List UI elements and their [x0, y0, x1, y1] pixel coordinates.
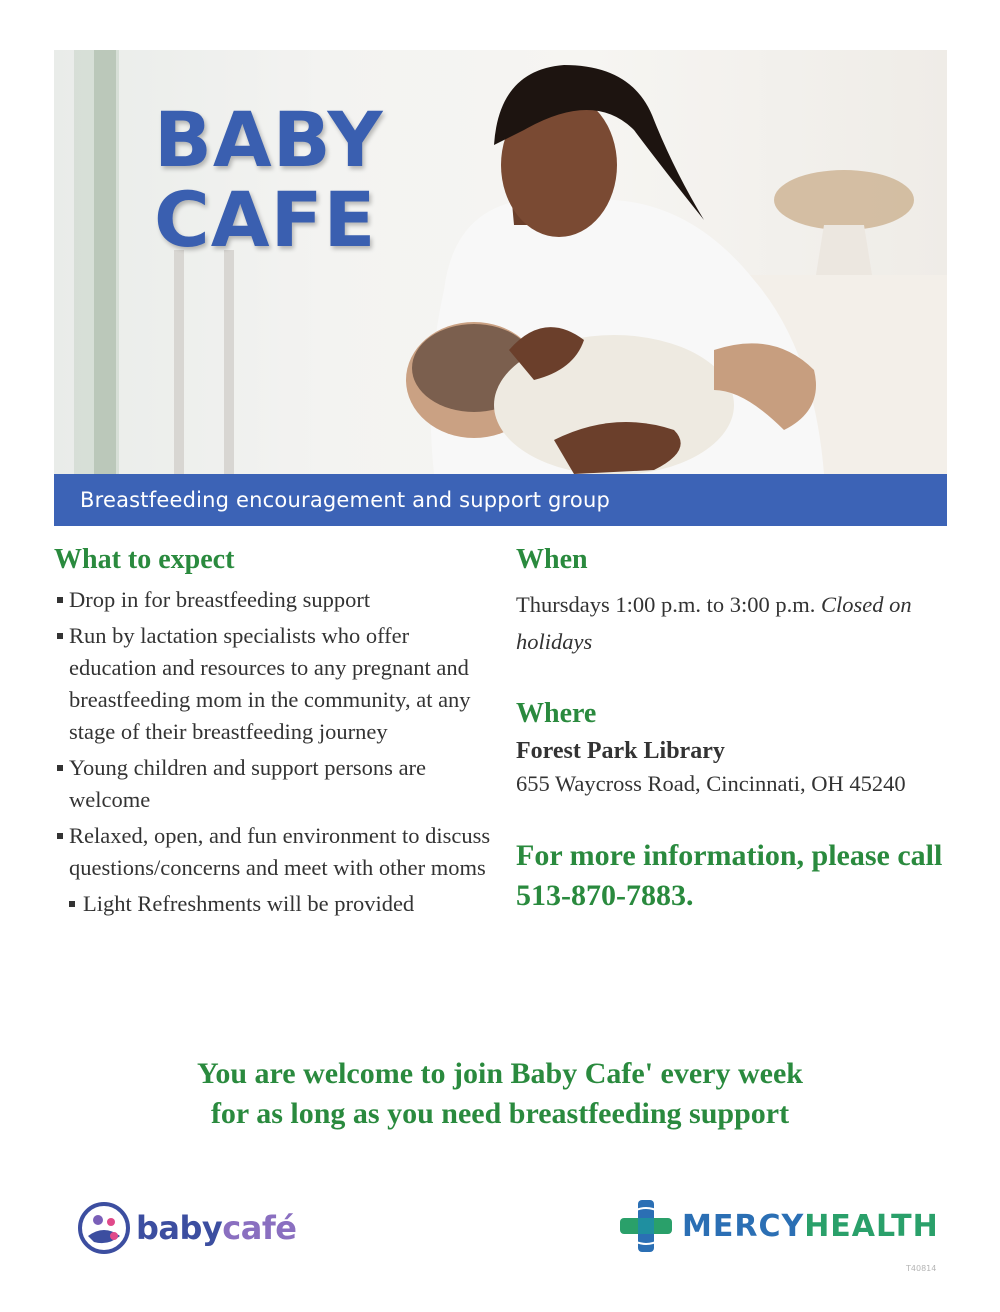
babycafe-logo-text-part1: baby [136, 1209, 223, 1247]
list-item: Young children and support persons are welcome [54, 752, 494, 816]
what-to-expect-section [54, 540, 494, 924]
list-item: Light Refreshments will be provided [54, 888, 494, 920]
when-text [516, 586, 986, 660]
mercyhealth-cross-icon [618, 1198, 674, 1254]
what-to-expect-heading: What to expect [54, 544, 235, 575]
mercyhealth-logo [618, 1198, 939, 1254]
babycafe-logo-icon [78, 1202, 130, 1254]
hero-title-line1: BABY [154, 95, 384, 184]
hero-title-line2: CAFE [154, 175, 377, 264]
babycafe-logo [78, 1200, 296, 1256]
when-heading: When [516, 544, 588, 575]
list-item: Relaxed, open, and fun environment to discuss questions/concerns and meet with other moms [54, 820, 494, 884]
babycafe-logo-text [136, 1209, 296, 1247]
when-schedule: Thursdays 1:00 p.m. to 3:00 p.m. [516, 592, 816, 617]
list-item: Run by lactation specialists who offer education and resources to any pregnant and breastfeeding mom in the community, at any stage of their breastfeeding journey [54, 620, 494, 748]
where-address: 655 Waycross Road, Cincinnati, OH 45240 [516, 771, 906, 796]
where-heading: Where [516, 698, 597, 729]
info-block [516, 836, 986, 916]
welcome-line1: You are welcome to join Baby Cafe' every week [197, 1057, 803, 1090]
mercyhealth-logo-text-part2: HEALTH [804, 1208, 939, 1244]
where-place: Forest Park Library [516, 738, 725, 764]
hero-title [154, 95, 384, 264]
expect-list [54, 584, 494, 920]
banner-text: Breastfeeding encouragement and support group [80, 488, 611, 512]
welcome-message [0, 1054, 1000, 1134]
welcome-line2: for as long as you need breastfeeding support [210, 1097, 790, 1130]
mercyhealth-logo-text-part1: MERCY [682, 1208, 805, 1244]
details-section [516, 540, 986, 916]
info-phone: 513-870-7883. [516, 879, 694, 912]
mercyhealth-logo-text [682, 1209, 939, 1244]
list-item: Drop in for breastfeeding support [54, 584, 494, 616]
info-line1: For more information, please call [516, 839, 943, 872]
babycafe-logo-text-part2: café [222, 1209, 297, 1247]
document-code: T40814 [906, 1264, 937, 1273]
hero-image [54, 50, 947, 474]
when-note: Closed on holidays [516, 592, 912, 654]
subtitle-banner [54, 474, 947, 526]
